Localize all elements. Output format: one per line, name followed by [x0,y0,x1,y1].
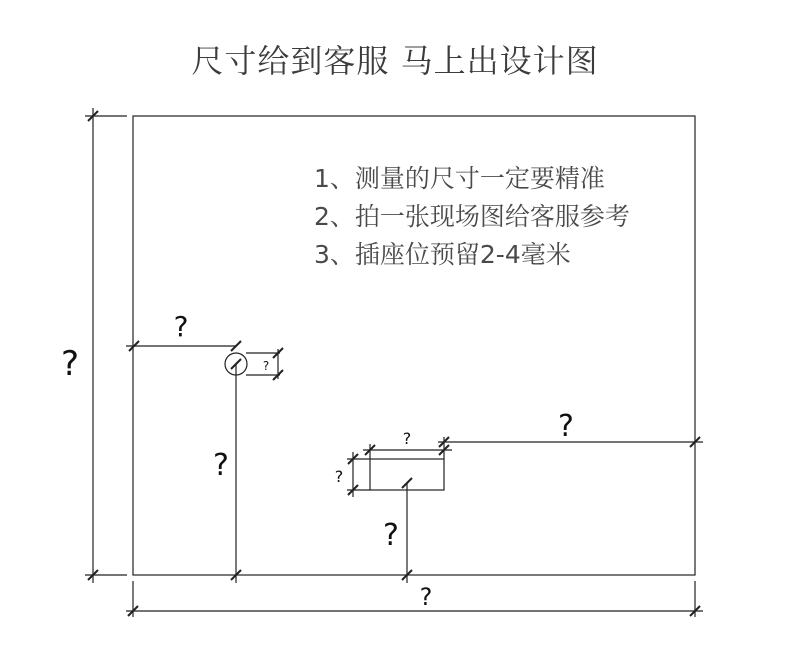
note-item-1: 1、测量的尺寸一定要精准 [314,164,605,193]
socket-left-label: ? [173,310,189,343]
hole-width-label: ? [402,429,412,448]
page-title: 尺寸给到客服 马上出设计图 [191,42,599,80]
socket-height-label: ? [213,448,229,483]
wall-height-label: ? [60,344,80,384]
hole-height-label: ? [334,467,344,486]
note-item-2: 2、拍一张现场图给客服参考 [314,202,630,231]
wall-width-label: ? [419,583,433,611]
socket-size-label: ? [262,359,270,373]
hole-right-label: ? [558,409,574,444]
note-item-3: 3、插座位预留2-4毫米 [314,240,571,269]
hole-bottom-label: ? [383,518,399,553]
